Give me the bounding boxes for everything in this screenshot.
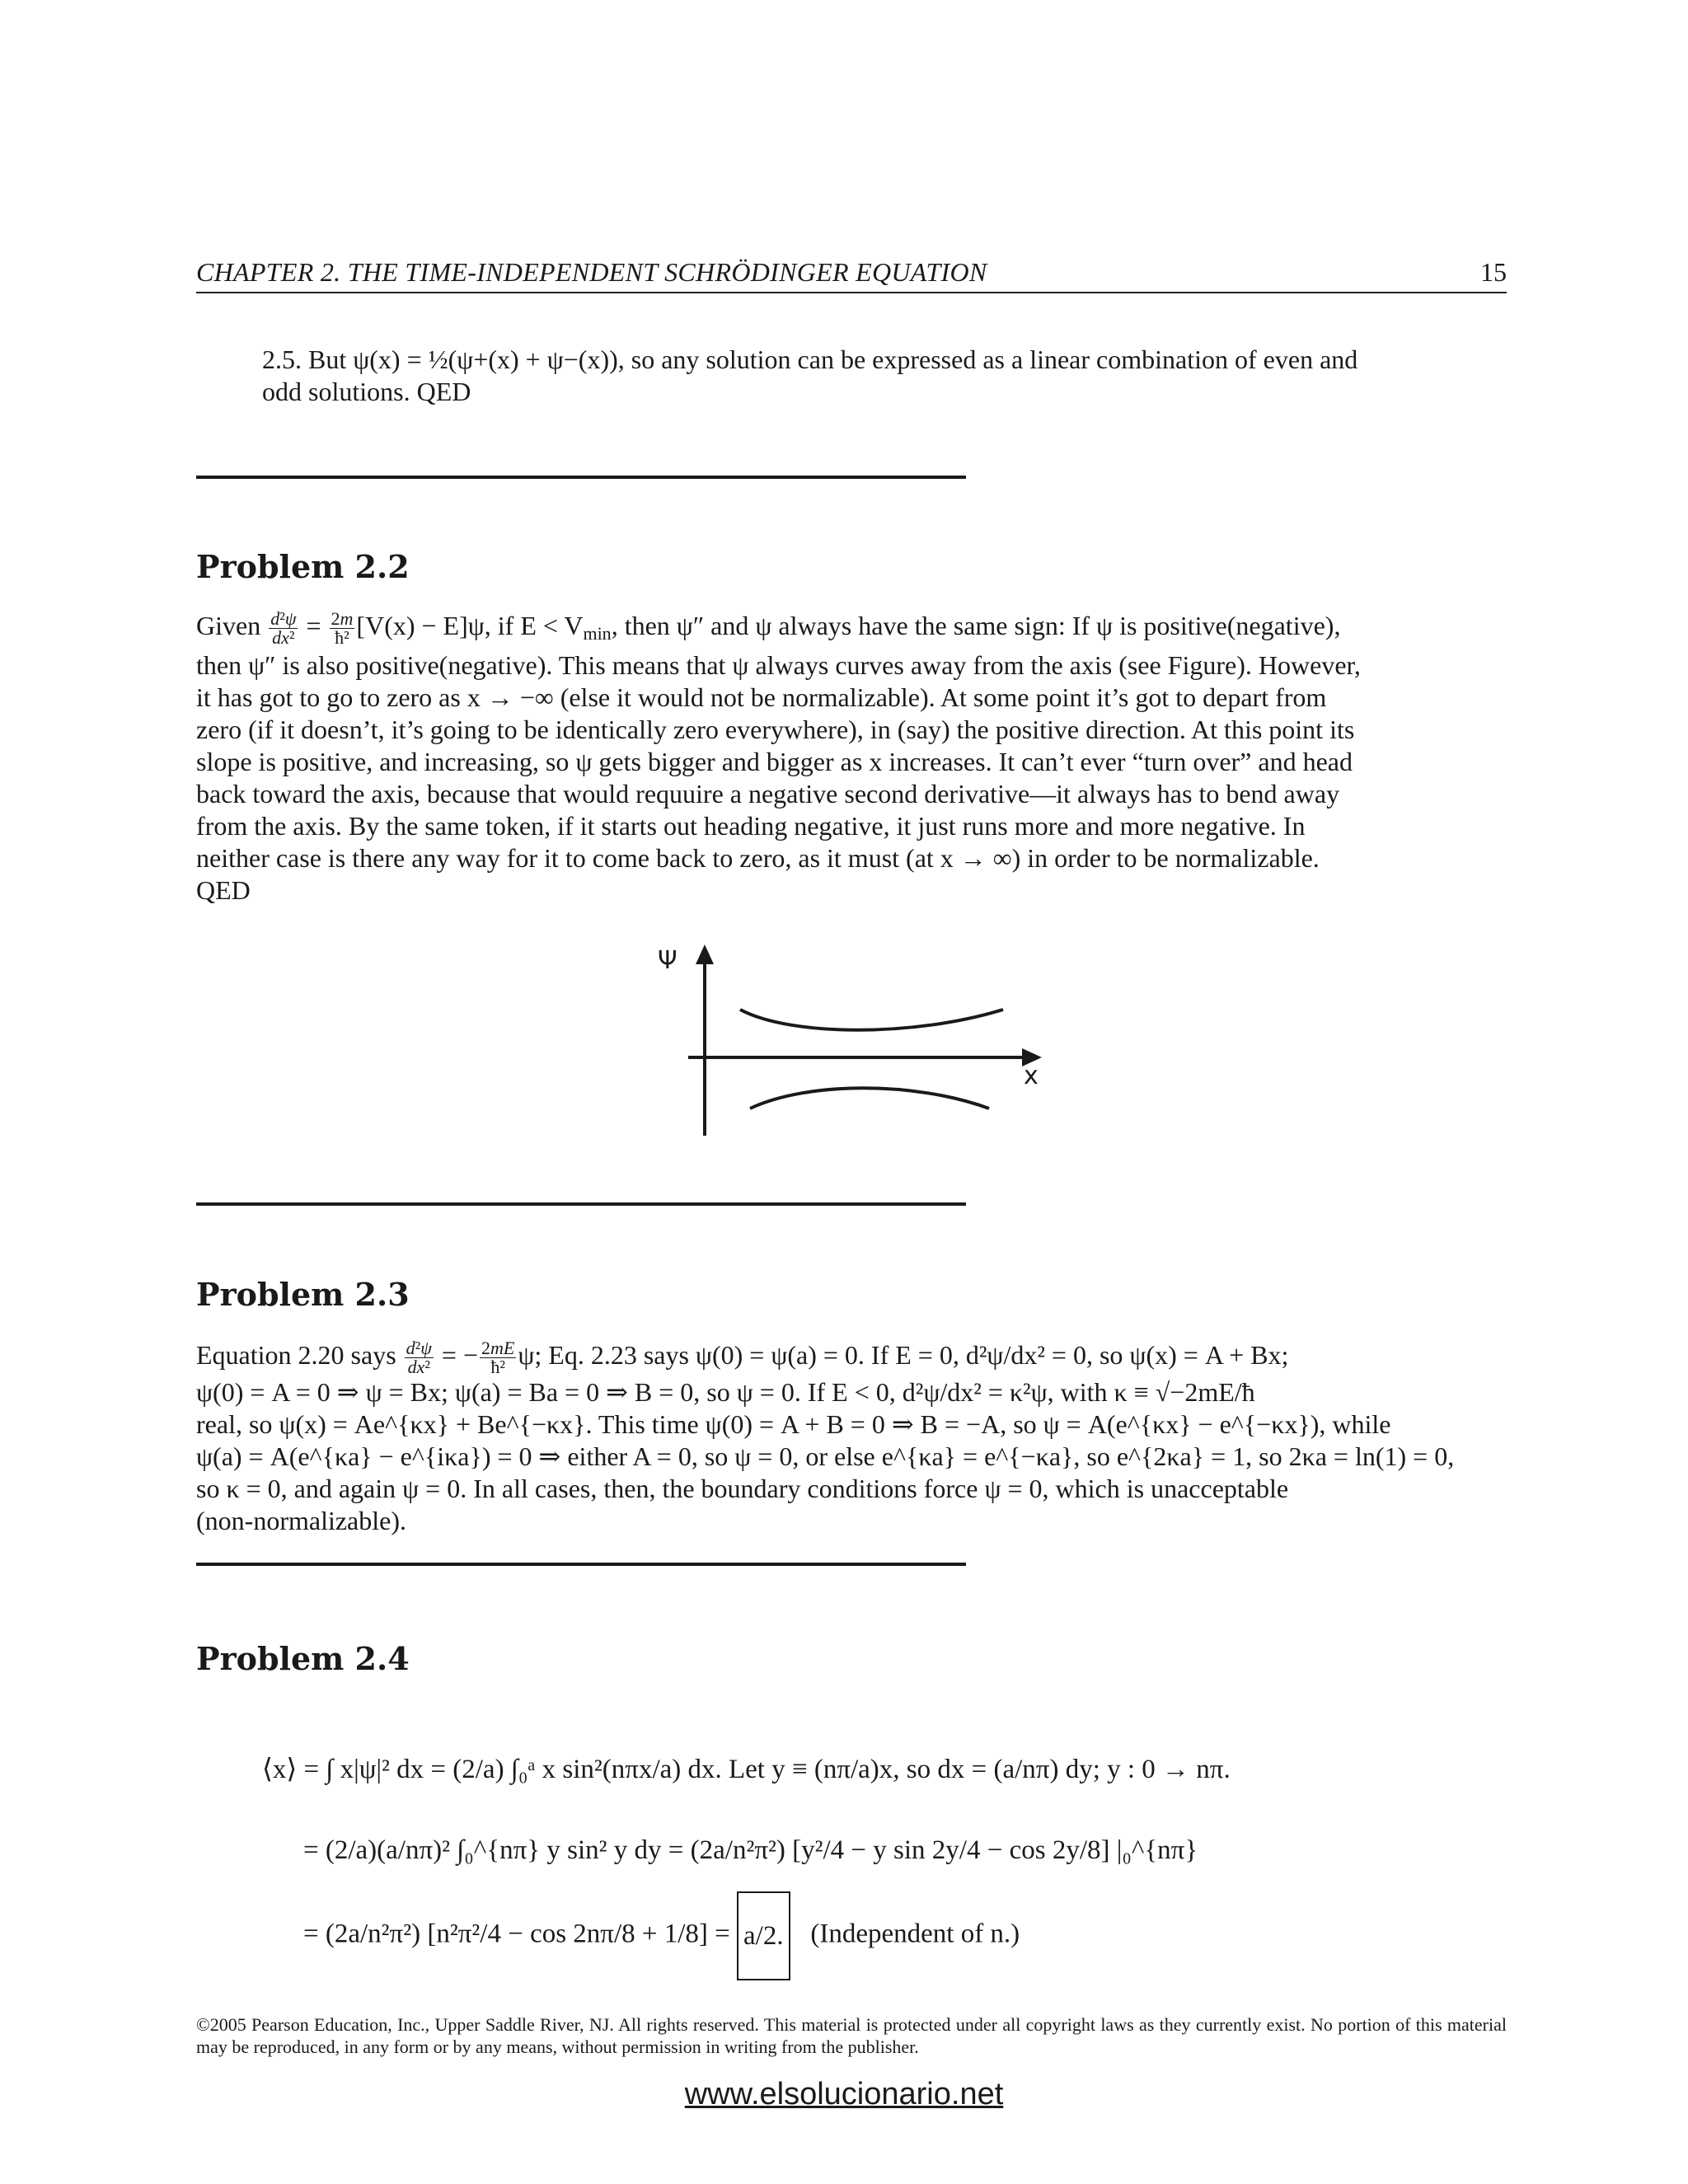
problem-2-2-line-6: back toward the axis, because that would requuire a negative second derivative—it always has to bend away xyxy=(196,779,1340,808)
problem-2-2-line-8: neither case is there any way for it to come back to zero, as it must (at x → ∞) in order to be normalizable. xyxy=(196,843,1320,873)
problem-2-2-body xyxy=(196,610,1507,907)
problem-2-4-title: Problem 2.4 xyxy=(196,1640,410,1677)
two-m-over-hbar-fraction: $\frac{2m}{\text{ħ²}}$ xyxy=(331,608,354,649)
problem-2-2-line-2: then ψ″ is also positive(negative). This means that ψ always curves away from the axis (see Figure). However, xyxy=(196,650,1361,680)
second-derivative-fraction: $\frac{\text{d²ψ}}{\text{dx²}}$ xyxy=(406,1338,432,1378)
second-derivative-fraction: $\frac{\text{d²ψ}}{\text{dx²}}$ xyxy=(270,608,297,649)
watermark-url[interactable]: www.elsolucionario.net xyxy=(684,2077,1004,2111)
chapter-title: CHAPTER 2. THE TIME-INDEPENDENT SCHRÖDINGER EQUATION xyxy=(196,257,987,287)
problem-2-3-body xyxy=(196,1339,1507,1537)
upper-curve xyxy=(740,1010,1003,1030)
independence-note: (Independent of n.) xyxy=(810,1919,1020,1949)
problem-2-2-line-7: from the axis. By the same token, if it starts out heading negative, it just runs more and more negative. In xyxy=(196,811,1306,841)
derivation-row-2: = (2/a)(a/nπ)² ∫₀^{nπ} y sin² y dy = (2a/n²π²) [y²/4 − y sin 2y/4 − cos 2y/8] |₀^{nπ} xyxy=(303,1835,1198,1865)
psi-curvature-figure xyxy=(643,940,1071,1154)
problem-2-2-line-4: zero (if it doesn’t, it’s going to be identically zero everywhere), in (say) the positive direction. At this point its xyxy=(196,715,1355,744)
section-rule-2 xyxy=(196,1202,966,1206)
problem-2-4-derivation xyxy=(262,1731,1507,1974)
intro-line-1: 2.5. But ψ(x) = ½(ψ+(x) + ψ−(x)), so any solution can be expressed as a linear combination of even and xyxy=(262,344,1358,374)
problem-2-3-line-6: (non-normalizable). xyxy=(196,1506,406,1536)
problem-2-2-line-9: QED xyxy=(196,875,251,905)
problem-2-3-line-2: ψ(0) = A = 0 ⇒ ψ = Bx; ψ(a) = Ba = 0 ⇒ B = 0, so ψ = 0. If E < 0, d²ψ/dx² = κ²ψ, with κ ≡ √−2mE/ħ xyxy=(196,1377,1255,1408)
intro-paragraph xyxy=(262,344,1507,408)
page-number: 15 xyxy=(1480,257,1507,287)
problem-2-3-line-3: real, so ψ(x) = Ae^{κx} + Be^{−κx}. This time ψ(0) = A + B = 0 ⇒ B = −A, so ψ = A(e^{κx} − e^{−κx}), while xyxy=(196,1409,1391,1440)
page-header xyxy=(196,257,1507,293)
section-rule-1 xyxy=(196,476,966,479)
problem-2-2-title: Problem 2.2 xyxy=(196,548,410,585)
derivation-row-1: ⟨x⟩ = ∫ x|ψ|² dx = (2/a) ∫₀ᵃ x sin²(nπx/a) dx. Let y ≡ (nπ/a)x, so dx = (a/nπ) dy; y : 0 → nπ. xyxy=(262,1755,1231,1784)
derivation-row-3 xyxy=(262,1891,1507,1974)
section-rule-3 xyxy=(196,1563,966,1566)
copyright-footer xyxy=(196,2013,1507,2058)
figure-svg xyxy=(643,940,1071,1154)
problem-2-3-line-5: so κ = 0, and again ψ = 0. In all cases, then, the boundary conditions force ψ = 0, which is unacceptable xyxy=(196,1474,1289,1504)
problem-2-3-line-1: Equation 2.20 says $\frac{\text{d²ψ}}{\text{dx²}}$ = − $\frac{2mE}{\text{ħ²}}$ ψ; Eq. 2.23 says ψ(0) = ψ(a) = 0. If E = 0, d²ψ/dx² = 0, so ψ(x) = A + Bx; xyxy=(196,1338,1289,1378)
psi-axis-label: Ψ xyxy=(658,946,678,975)
problem-2-2-line-5: slope is positive, and increasing, so ψ gets bigger and bigger as x increases. It can’t ever “turn over” and head xyxy=(196,747,1353,776)
x-axis-label: x xyxy=(1024,1062,1039,1090)
problem-2-2-first-line: Given $\frac{\text{d²ψ}}{\text{dx²}}$ = $\frac{2m}{\text{ħ²}}$ [V(x) − E]ψ, if $E < V_{min}$, then ψ″ and ψ always have the same sign: If ψ is positive(negative), xyxy=(196,608,1341,649)
derivation-row-3-expression: = (2a/n²π²) [n²π²/4 − cos 2nπ/8 + 1/8] = xyxy=(303,1919,730,1949)
y-axis-arrow-icon xyxy=(696,944,714,964)
problem-2-3-title: Problem 2.3 xyxy=(196,1276,410,1313)
problem-2-2-line-3: it has got to go to zero as x → −∞ (else it would not be normalizable). At some point it’s got to depart from xyxy=(196,682,1327,712)
problem-2-3-line-4: ψ(a) = A(e^{κa} − e^{iκa}) = 0 ⇒ either A = 0, so ψ = 0, or else e^{κa} = e^{−κa}, so e^{2κa} = 1, so 2κa = ln(1) = 0, xyxy=(196,1441,1455,1472)
two-mE-over-hbar-fraction: $\frac{2mE}{\text{ħ²}}$ xyxy=(481,1338,515,1378)
boxed-result: a/2. xyxy=(737,1891,790,1980)
intro-line-2: odd solutions. QED xyxy=(262,377,471,406)
lower-curve xyxy=(750,1088,989,1108)
copyright-text: ©2005 Pearson Education, Inc., Upper Saddle River, NJ. All rights reserved. This material is protected under all copyright laws as they currently exist. No portion of this material may be reproduced, in any form or by any means, without permission in writing from the publisher. xyxy=(196,2014,1507,2057)
